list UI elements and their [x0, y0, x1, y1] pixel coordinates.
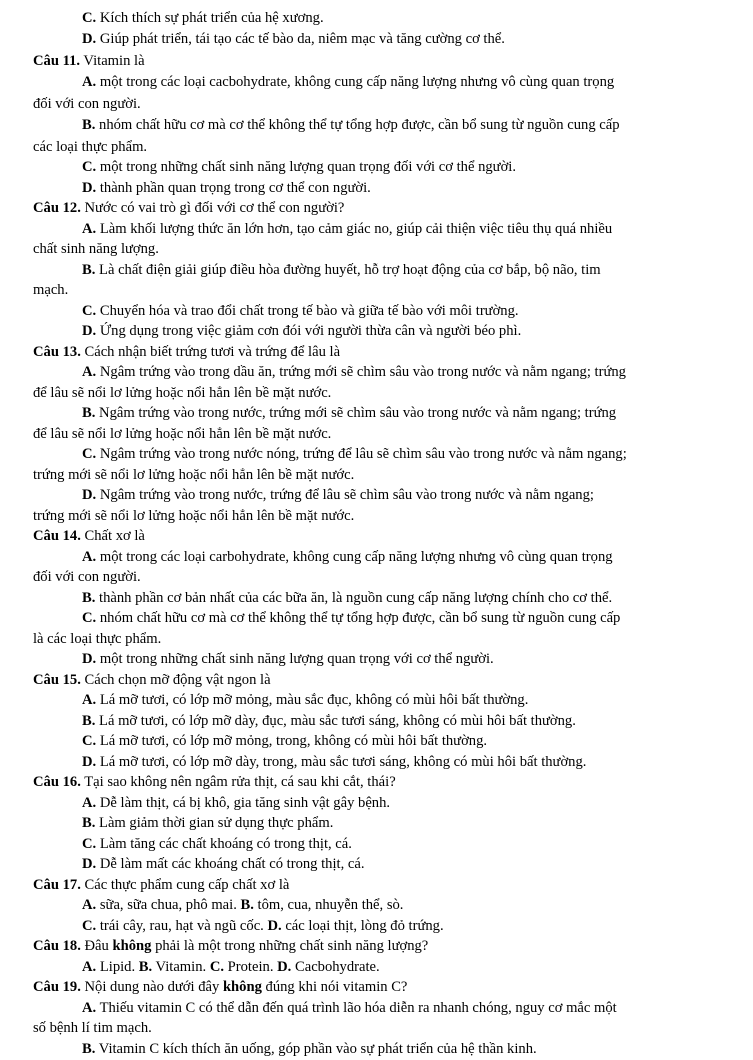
text-line — [33, 281, 68, 299]
text-line — [33, 671, 271, 689]
text-line — [33, 466, 354, 484]
text-line — [33, 937, 428, 955]
text-line — [33, 568, 141, 586]
text: trứng mới sẽ nổi lơ lửng hoặc nổi hẳn lên bề mặt nước. — [33, 508, 355, 524]
text-line — [33, 138, 147, 156]
text: để lâu sẽ nổi lơ lửng hoặc nổi hẳn lên bề mặt nước. — [33, 385, 332, 401]
text: Chất xơ là — [80, 528, 145, 544]
bold-text: không — [112, 938, 152, 954]
text: Kích thích sự phát triển của hệ xương. — [96, 10, 324, 26]
text: Dễ làm mất các khoáng chất có trong thịt, cá. — [96, 856, 365, 872]
text: đúng khi nói vitamin C? — [261, 979, 408, 995]
text: thành phần cơ bản nhất của các bữa ăn, là nguồn cung cấp năng lượng chính cho cơ thể. — [95, 590, 613, 606]
bold-text: Câu 12. — [33, 200, 81, 216]
text: trái cây, rau, hạt và ngũ cốc. — [96, 918, 268, 934]
text: Đâu — [80, 938, 113, 954]
text-line — [82, 322, 521, 340]
text-line — [82, 445, 627, 463]
text-line — [82, 917, 444, 935]
bold-text: C. — [82, 836, 97, 852]
bold-text: A. — [82, 364, 97, 380]
text-line — [82, 548, 613, 566]
text: Ngâm trứng vào trong nước nóng, trứng để lâu sẽ chìm sâu vào trong nước và nằm ngang; — [96, 446, 627, 462]
text: tôm, cua, nhuyễn thể, sò. — [253, 897, 404, 913]
text: Các thực phẩm cung cấp chất xơ là — [80, 877, 290, 893]
text: số bệnh lí tim mạch. — [33, 1020, 152, 1036]
bold-text: C. — [82, 733, 97, 749]
bold-text: A. — [82, 795, 97, 811]
bold-text: D. — [267, 918, 282, 934]
text: mạch. — [33, 282, 69, 298]
text: Lá mỡ tươi, có lớp mỡ dày, đục, màu sắc tươi sáng, không có mùi hôi bất thường. — [95, 713, 576, 729]
text-line — [82, 855, 364, 873]
bold-text: C. — [82, 918, 97, 934]
bold-text: Câu 18. — [33, 938, 81, 954]
bold-text: A. — [82, 74, 97, 90]
text: Lá mỡ tươi, có lớp mỡ mỏng, màu sắc đục, không có mùi hôi bất thường. — [96, 692, 529, 708]
text-line — [82, 958, 380, 976]
bold-text: C. — [82, 159, 97, 175]
text-line — [82, 753, 586, 771]
text: các loại thịt, lòng đỏ trứng. — [281, 918, 444, 934]
text: các loại thực phẩm. — [33, 139, 148, 155]
text-line — [82, 794, 390, 812]
bold-text: C. — [209, 959, 225, 975]
text: chất sinh năng lượng. — [33, 241, 159, 257]
text-line — [33, 240, 159, 258]
text: Vitamin C kích thích ăn uống, góp phần vào sự phát triển của hệ thần kinh. — [95, 1041, 537, 1057]
text-line — [33, 507, 354, 525]
text: thành phần quan trọng trong cơ thể con người. — [96, 180, 371, 196]
text: Làm khối lượng thức ăn lớn hơn, tạo cảm giác no, giúp cải thiện việc tiêu thụ quá nhiều — [96, 221, 613, 237]
text: Nội dung nào dưới đây — [80, 979, 223, 995]
text: Lá mỡ tươi, có lớp mỡ mỏng, trong, không có mùi hôi bất thường. — [96, 733, 488, 749]
text-line — [33, 95, 141, 113]
text: Cách chọn mỡ động vật ngon là — [80, 672, 271, 688]
text-line — [33, 876, 289, 894]
text-line — [33, 425, 331, 443]
text-line — [82, 9, 324, 27]
bold-text: Câu 11. — [33, 53, 81, 69]
text: Là chất điện giải giúp điều hòa đường huyết, hỗ trợ hoạt động của cơ bắp, bộ não, tim — [95, 262, 601, 278]
bold-text: B. — [82, 590, 96, 606]
text-line — [82, 179, 371, 197]
text-line — [82, 1040, 537, 1058]
bold-text: Câu 17. — [33, 877, 81, 893]
text: đối với con người. — [33, 96, 141, 112]
text: một trong những chất sinh năng lượng quan trọng với cơ thể người. — [96, 651, 494, 667]
bold-text: C. — [82, 446, 97, 462]
text-line — [82, 896, 403, 914]
bold-text: B. — [82, 262, 96, 278]
text: Lipid. — [96, 959, 139, 975]
text-line — [82, 589, 612, 607]
text: nhóm chất hữu cơ mà cơ thể không thể tự tổng hợp được, cần bổ sung từ nguồn cung cấp — [95, 117, 620, 133]
text: một trong các loại carbohydrate, không cung cấp năng lượng nhưng vô cùng quan trọng — [96, 549, 613, 565]
text-line — [33, 527, 145, 545]
bold-text: B. — [82, 713, 96, 729]
bold-text: A. — [82, 549, 97, 565]
text: Cacbohydrate. — [291, 959, 380, 975]
bold-text: A. — [82, 692, 97, 708]
text-line — [82, 220, 612, 238]
bold-text: D. — [277, 959, 292, 975]
text: là các loại thực phẩm. — [33, 631, 162, 647]
text-line — [82, 404, 616, 422]
bold-text: Câu 13. — [33, 344, 81, 360]
text-line — [82, 609, 620, 627]
text: Tại sao không nên ngâm rửa thịt, cá sau khi cắt, thái? — [80, 774, 396, 790]
text: Vitamin. — [152, 959, 210, 975]
text-line — [33, 1019, 152, 1037]
text-line — [82, 363, 626, 381]
text-line — [82, 835, 352, 853]
text: Lá mỡ tươi, có lớp mỡ dày, trong, màu sắc tươi sáng, không có mùi hôi bất thường. — [96, 754, 587, 770]
bold-text: C. — [82, 10, 97, 26]
text-line — [82, 486, 594, 504]
text: đối với con người. — [33, 569, 141, 585]
bold-text: B. — [82, 1041, 96, 1057]
text: Thiếu vitamin C có thể dẫn đến quá trình lão hóa diễn ra nhanh chóng, nguy cơ mắc một — [96, 1000, 617, 1016]
text: trứng mới sẽ nổi lơ lửng hoặc nổi hẳn lên bề mặt nước. — [33, 467, 355, 483]
bold-text: D. — [82, 323, 97, 339]
bold-text: A. — [82, 1000, 97, 1016]
text: Nước có vai trò gì đối với cơ thể con người? — [80, 200, 345, 216]
text: một trong các loại cacbohydrate, không cung cấp năng lượng nhưng vô cùng quan trọng — [96, 74, 615, 90]
text-line — [33, 773, 396, 791]
bold-text: D. — [82, 856, 97, 872]
text: Cách nhận biết trứng tươi và trứng để lâu là — [80, 344, 341, 360]
bold-text: B. — [138, 959, 153, 975]
text: sữa, sữa chua, phô mai. — [96, 897, 241, 913]
text: Chuyển hóa và trao đổi chất trong tế bào và giữa tế bào với môi trường. — [96, 303, 519, 319]
bold-text: Câu 14. — [33, 528, 81, 544]
text: nhóm chất hữu cơ mà cơ thể không thể tự tổng hợp được, cần bổ sung từ nguồn cung cấp — [96, 610, 621, 626]
text: Vitamin là — [80, 53, 145, 69]
bold-text: D. — [82, 31, 97, 47]
bold-text: D. — [82, 487, 97, 503]
bold-text: Câu 16. — [33, 774, 81, 790]
bold-text: D. — [82, 754, 97, 770]
bold-text: B. — [82, 405, 96, 421]
text-line — [82, 732, 487, 750]
bold-text: A. — [82, 897, 97, 913]
text: Ngâm trứng vào trong nước, trứng mới sẽ chìm sâu vào trong nước và nằm ngang; trứng — [95, 405, 617, 421]
text: để lâu sẽ nổi lơ lửng hoặc nổi hẳn lên bề mặt nước. — [33, 426, 332, 442]
text: Giúp phát triển, tái tạo các tế bào da, niêm mạc và tăng cường cơ thể. — [96, 31, 505, 47]
text: Protein. — [224, 959, 278, 975]
text-line — [82, 302, 519, 320]
text-line — [33, 52, 145, 70]
bold-text: A. — [82, 959, 97, 975]
text-line — [82, 30, 505, 48]
bold-text: Câu 15. — [33, 672, 81, 688]
text-line — [82, 158, 516, 176]
text-line — [33, 343, 340, 361]
text-line — [82, 73, 614, 91]
text: Ngâm trứng vào trong nước, trứng để lâu sẽ chìm sâu vào trong nước và nằm ngang; — [96, 487, 594, 503]
text-line — [33, 630, 161, 648]
text-line — [33, 199, 344, 217]
text-line — [33, 384, 331, 402]
bold-text: C. — [82, 610, 97, 626]
text-line — [82, 814, 333, 832]
text: Ngâm trứng vào trong dầu ăn, trứng mới sẽ chìm sâu vào trong nước và nằm ngang; trứng — [96, 364, 626, 380]
text: Dễ làm thịt, cá bị khô, gia tăng sinh vật gây bệnh. — [96, 795, 391, 811]
text-line — [82, 691, 528, 709]
bold-text: B. — [82, 815, 96, 831]
bold-text: B. — [240, 897, 254, 913]
text-line — [82, 261, 601, 279]
text: phải là một trong những chất sinh năng lượng? — [151, 938, 429, 954]
bold-text: Câu 19. — [33, 979, 81, 995]
text: Làm giảm thời gian sử dụng thực phẩm. — [95, 815, 334, 831]
bold-text: không — [222, 979, 262, 995]
bold-text: D. — [82, 180, 97, 196]
text-line — [82, 650, 494, 668]
text-line — [82, 999, 617, 1017]
bold-text: B. — [82, 117, 96, 133]
bold-text: A. — [82, 221, 97, 237]
text: Làm tăng các chất khoáng có trong thịt, cá. — [96, 836, 352, 852]
text-line — [82, 712, 576, 730]
text-line — [82, 116, 620, 134]
bold-text: D. — [82, 651, 97, 667]
bold-text: C. — [82, 303, 97, 319]
text: một trong những chất sinh năng lượng quan trọng đối với cơ thể người. — [96, 159, 517, 175]
text: Ứng dụng trong việc giảm cơn đói với người thừa cân và người béo phì. — [96, 323, 522, 339]
text-line — [33, 978, 407, 996]
